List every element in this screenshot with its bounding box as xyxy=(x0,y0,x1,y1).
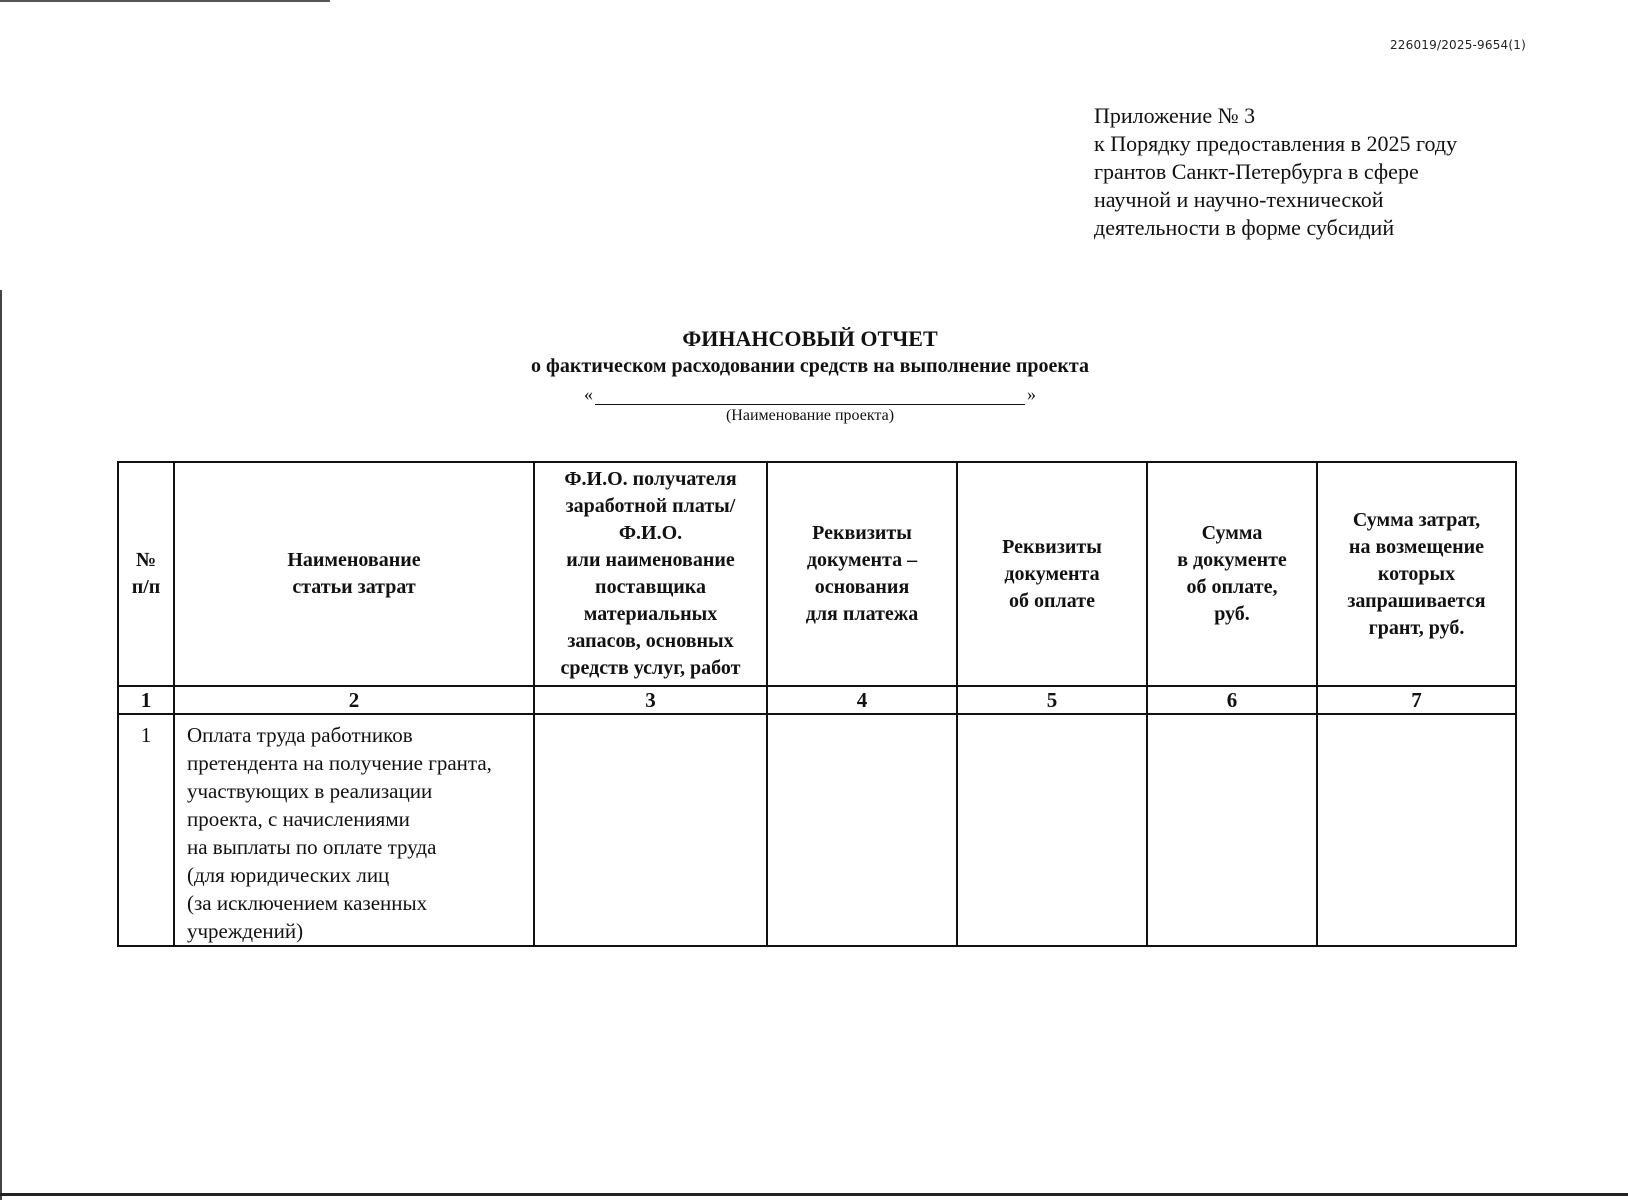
header-cell-payment-document xyxy=(957,462,1147,686)
header-line: статьи затрат xyxy=(292,576,416,598)
report-subtitle: о фактическом расходовании средств на выполнение проекта xyxy=(531,355,1089,377)
expense-item-line: претендента на получение гранта, xyxy=(187,751,492,775)
header-cell-recipient xyxy=(534,462,767,686)
grant-amount-cell xyxy=(1317,714,1516,946)
header-cell-number xyxy=(118,462,174,686)
appendix-line: Приложение № 3 xyxy=(1094,103,1256,128)
column-number: 7 xyxy=(1317,686,1516,714)
expense-item-line: (для юридических лиц xyxy=(187,863,390,887)
header-line: документа xyxy=(1004,562,1100,585)
scan-edge-bottom xyxy=(0,1193,1628,1196)
payment-document-cell xyxy=(957,714,1147,946)
header-line: Ф.И.О. получателя xyxy=(564,468,737,490)
header-cell-expense-item xyxy=(174,462,534,686)
header-line: п/п xyxy=(131,576,161,598)
document-registration-code: 226019/2025-9654(1) xyxy=(1389,38,1526,52)
header-line: № xyxy=(135,549,157,571)
expense-item-line: учреждений) xyxy=(187,919,304,943)
expense-item-line: участвующих в реализации xyxy=(187,779,433,803)
appendix-line: к Порядку предоставления в 2025 году xyxy=(1094,131,1458,156)
header-line: или наименование xyxy=(566,549,735,571)
header-line: руб. xyxy=(1214,603,1250,625)
project-name-line xyxy=(430,381,1190,405)
appendix-line: грантов Санкт-Петербурга в сфере xyxy=(1094,159,1419,184)
column-number: 1 xyxy=(118,686,174,714)
basis-document-cell xyxy=(767,714,957,946)
header-line: поставщика xyxy=(595,576,706,598)
header-line: грант, руб. xyxy=(1368,616,1465,639)
financial-report-table xyxy=(117,461,1517,947)
close-quote: » xyxy=(1027,384,1036,404)
column-number: 6 xyxy=(1147,686,1317,714)
report-title: ФИНАНСОВЫЙ ОТЧЕТ xyxy=(682,326,938,351)
header-line: основания xyxy=(814,576,910,598)
recipient-cell xyxy=(534,714,767,946)
expense-item-cell xyxy=(174,714,534,946)
header-line: которых xyxy=(1377,562,1456,585)
header-line: материальных xyxy=(583,603,718,625)
column-number: 2 xyxy=(174,686,534,714)
expense-item-line: проекта, с начислениями xyxy=(187,807,410,831)
column-number: 4 xyxy=(767,686,957,714)
header-line: для платежа xyxy=(805,603,919,625)
header-line: запрашивается xyxy=(1347,589,1486,612)
scan-edge-left xyxy=(0,290,2,1200)
header-line: Сумма затрат, xyxy=(1352,508,1481,531)
header-line: Ф.И.О. xyxy=(618,522,683,544)
payment-amount-cell xyxy=(1147,714,1317,946)
header-line: об оплате, xyxy=(1186,576,1278,598)
open-quote: « xyxy=(584,384,593,404)
header-line: документа – xyxy=(806,549,918,571)
header-line: в документе xyxy=(1177,549,1287,571)
appendix-line: научной и научно-технической xyxy=(1094,187,1384,212)
report-title-block xyxy=(430,325,1190,427)
column-number-row xyxy=(118,686,1516,714)
header-line: запасов, основных xyxy=(567,630,734,652)
project-name-caption: (Наименование проекта) xyxy=(725,407,895,424)
scan-edge-top xyxy=(0,0,330,2)
appendix-note xyxy=(1094,102,1457,242)
expense-item-line: на выплаты по оплате труда xyxy=(187,835,437,859)
row-number: 1 xyxy=(118,714,174,946)
table-header-row xyxy=(118,462,1516,686)
header-line: Реквизиты xyxy=(1002,535,1102,558)
column-number: 3 xyxy=(534,686,767,714)
header-line: Сумма xyxy=(1201,522,1263,544)
header-cell-grant-amount xyxy=(1317,462,1516,686)
header-line: заработной платы/ xyxy=(565,495,736,517)
expense-item-line: Оплата труда работников xyxy=(187,723,413,747)
header-cell-basis-document xyxy=(767,462,957,686)
expense-item-line: (за исключением казенных xyxy=(187,891,428,915)
header-line: Наименование xyxy=(287,549,421,571)
header-line: об оплате xyxy=(1009,589,1095,612)
header-line: на возмещение xyxy=(1348,535,1485,558)
project-name-blank xyxy=(595,388,1025,405)
appendix-line: деятельности в форме субсидий xyxy=(1094,215,1395,240)
header-line: средств услуг, работ xyxy=(560,657,741,679)
column-number: 5 xyxy=(957,686,1147,714)
table-row xyxy=(118,714,1516,946)
header-cell-payment-amount xyxy=(1147,462,1317,686)
header-line: Реквизиты xyxy=(812,522,912,544)
